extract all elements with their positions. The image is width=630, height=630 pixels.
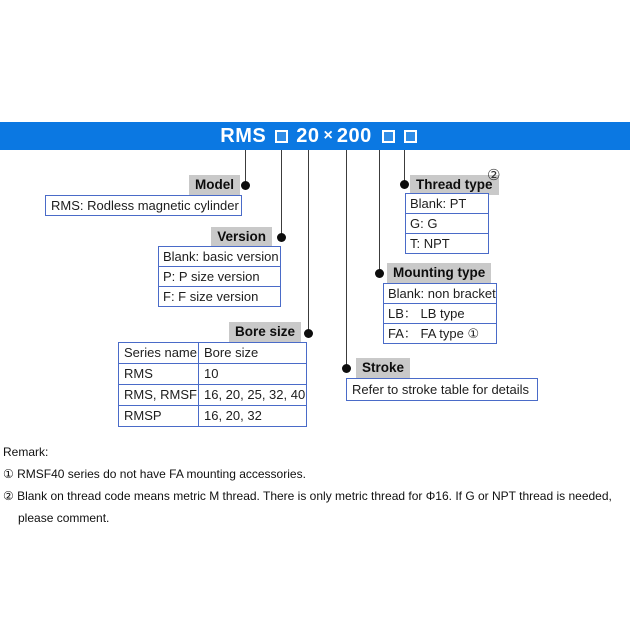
version-row: P: P size version bbox=[159, 266, 280, 286]
table-header-cell: Series name bbox=[124, 345, 197, 360]
thread-type-table bbox=[405, 193, 489, 254]
remark-note-2: ② Blank on thread code means metric M thread. There is only metric thread for Φ16. If G or NPT thread is needed, bbox=[3, 489, 612, 503]
connector-line-bore bbox=[308, 150, 310, 333]
model-code bbox=[0, 122, 630, 150]
table-header-row bbox=[119, 343, 306, 363]
mounting-row: FA： FA type ① bbox=[384, 323, 496, 343]
connector-dot-icon bbox=[342, 364, 351, 373]
blank-code-box-icon bbox=[275, 130, 288, 143]
connector-dot-icon bbox=[277, 233, 286, 242]
mounting-row: Blank: non bracket bbox=[388, 286, 496, 301]
table-cell: RMS, RMSF bbox=[124, 387, 197, 402]
model-label: Model bbox=[189, 175, 240, 195]
connector-line-version bbox=[281, 150, 283, 237]
table-cell: 16, 20, 25, 32, 40 bbox=[198, 385, 306, 405]
table-row bbox=[119, 405, 306, 426]
table-cell: 10 bbox=[198, 364, 306, 384]
code-stroke: 200 bbox=[336, 125, 372, 147]
mounting-type-table bbox=[383, 283, 497, 344]
thread-type-label: Thread type bbox=[410, 175, 499, 195]
thread-row: T: NPT bbox=[406, 233, 488, 253]
mounting-row: LB： LB type bbox=[384, 303, 496, 323]
thread-row: Blank: PT bbox=[410, 196, 467, 211]
connector-line-mounting bbox=[379, 150, 381, 273]
connector-line-model bbox=[245, 150, 247, 185]
bore-size-table bbox=[118, 342, 307, 427]
remark-block bbox=[3, 441, 612, 529]
table-header-cell: Bore size bbox=[198, 343, 306, 363]
table-row bbox=[119, 384, 306, 405]
model-desc-box: RMS: Rodless magnetic cylinder bbox=[45, 195, 242, 216]
multiply-icon: × bbox=[323, 127, 333, 144]
mounting-type-label: Mounting type bbox=[387, 263, 491, 283]
model-code-bar bbox=[0, 122, 630, 150]
code-bore: 20 bbox=[296, 125, 320, 147]
remark-note-1: ① RMSF40 series do not have FA mounting accessories. bbox=[3, 467, 306, 481]
table-row bbox=[119, 363, 306, 384]
code-prefix: RMS bbox=[220, 125, 267, 147]
connector-dot-icon bbox=[241, 181, 250, 190]
remark-title: Remark: bbox=[3, 445, 49, 459]
version-table bbox=[158, 246, 281, 307]
note-2-ref-icon: ② bbox=[487, 167, 501, 184]
blank-code-box-icon bbox=[404, 130, 417, 143]
remark-note-2-cont: please comment. bbox=[18, 511, 110, 525]
connector-line-thread bbox=[404, 150, 406, 184]
connector-dot-icon bbox=[304, 329, 313, 338]
bore-size-label: Bore size bbox=[229, 322, 301, 342]
blank-code-box-icon bbox=[382, 130, 395, 143]
version-row: F: F size version bbox=[159, 286, 280, 306]
connector-dot-icon bbox=[400, 180, 409, 189]
table-cell: RMS bbox=[124, 366, 153, 381]
version-row: Blank: basic version bbox=[163, 249, 279, 264]
version-label: Version bbox=[211, 227, 272, 247]
table-cell: 16, 20, 32 bbox=[198, 406, 306, 426]
connector-dot-icon bbox=[375, 269, 384, 278]
connector-line-stroke bbox=[346, 150, 348, 368]
thread-row: G: G bbox=[406, 213, 488, 233]
stroke-label: Stroke bbox=[356, 358, 410, 378]
stroke-desc-box: Refer to stroke table for details bbox=[346, 378, 538, 401]
table-cell: RMSP bbox=[124, 408, 162, 423]
